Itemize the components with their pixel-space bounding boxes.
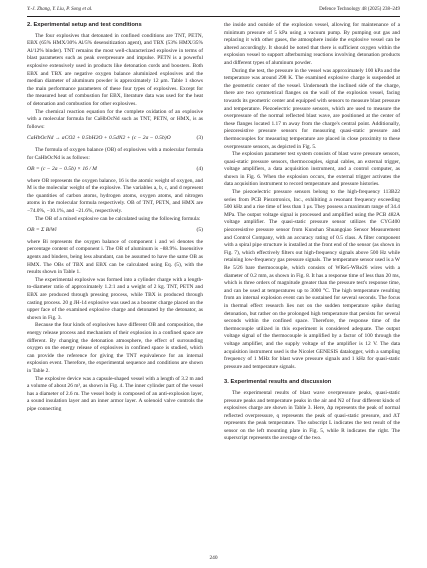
equation-4-number: (4) [196,166,203,173]
paragraph: The chemical reaction equation for the complete oxidation of an explosive with a molecular formula for CaHbOcNd such as TNT, PETN, or HMX, is as follows: [27,108,203,130]
section-3-heading: 3. Experimental results and discussion [224,379,332,386]
paragraph: The experimental results of blast wave overpressure peaks, quasi-static pressure peaks and temperature peaks in the air and N2 of four different kinds of explosives charge are shown in Table 3. Here, Δp represents the peak of normal reflected overpressure, q represents the peak of quasi-static pressure, and ΔT represents the peak temperature. The subscript L indicates the test result of the sensor on the left mounting plate in Fig. 5, while R indicates the right. The superscript represents the average of the two. [224,389,400,442]
running-header-journal: Defence Technology 48 (2025) 238–249 [319,7,400,12]
section-2-heading: 2. Experimental setup and test conditions [27,22,142,28]
paragraph: The explosion parameter test system consists of blast wave pressure sensors, quasi-static pressure sensors, thermocouples, signal cables, an external trigger, voltage amplifiers, a data acquisition instrument, and a control computer, as shown in Fig. 6. When the explosion occurs, the external trigger activates the data acquisition instrument to record temperature and pressure histories. [224,151,400,188]
paragraph: where OB represents the oxygen balance, 16 is the atomic weight of oxygen, and M is the molecular weight of the explosive. The variables a, b, c, and d represent the quantities of carbon atoms, hydrogen atoms, oxygen atoms, and nitrogen atoms in the molecular formula respectively. OB of TNT, PETN, and HMX are −74.0%, −10.1%, and −21.6%, respectively. [27,177,203,215]
paragraph: The explosive device was a capsule-shaped vessel with a length of 3.2 m and a volume of about 26 m³, as shown in Fig. 4. The inner cylinder part of the vessel has a diameter of 2.6 m. The vessel body is composed of an anti-explosion layer, a sound insulation layer and an inner armor layer. A solenoid valve controls the pipe connecting [27,375,203,412]
equation-5 [27,227,203,235]
equation-5-number: (5) [196,227,203,234]
equation-3-number: (3) [196,135,203,142]
paragraph: The formula of oxygen balance (OB) of explosives with a molecular formula for CaHbOcNd is as follows: [27,146,203,161]
equation-4 [27,166,203,174]
left-column [27,22,203,414]
equation-3-body: CaHbOcNd → aCO2 + 0.5bH2O + 0.5dN2 + (c − 2a − 0.5b)O [27,135,171,142]
paragraph: Because the four kinds of explosives have different OB and composition, the energy release process and mechanism of their explosion in a confined space are different. By changing the detonation atmosphere, the effect of surrounding oxygen on the energy release of explosives in confined space is studied, which can provide the reference for giving the TNT equivalence for an internal explosion event. Therefore, the experimental sequence and conditions are shown in Table 2. [27,322,203,374]
equation-5-body: OB = Σ BiWi [27,227,57,234]
paragraph: The experimental explosive was formed into a cylinder charge with a length-to-diameter ratio of approximately 1.2:1 and a weight of 2 kg. TNT, PETN and EBX are produced through pressing process, while TBX is produced through casting process. 20 g JH-14 explosive was used as a booster charge placed on the upper face of the examined explosive charge and detonated by the detonator, as shown in Fig. 3. [27,276,203,321]
paragraph: The piezoelectric pressure sensors belong to the high-frequency 113B22 series from PCB Piezotronics, Inc., exhibiting a resonant frequency exceeding 500 kHz and a rise time of less than 1 μs. They possess a maximum range of 34.4 MPa. The output voltage signal is processed and amplified using the PCB 482A voltage amplifier. The quasi-static pressure sensor utilizes the CYG400 piezoresistive pressure sensor from Kunshan Shuangqiao Sensor Measurement and Control Company, with an accuracy rating of 0.5 class. A filter component with a spiral pipe structure is installed at the front end of the sensor (as shown in Fig. 7), which effectively filters out high-frequency signals above 500 Hz while retaining low-frequency gas pressure signals. The temperature sensor used is a W Re 5/26 bare thermocouple, which consists of WRe5-WRe26 wires with a diameter of 0.2 mm, as shown in Fig. 8. It has a response time of less than 20 ms, which is three orders of magnitude greater than the pressure test's response time, and can be used at temperatures up to 3000 °C. The high temperature resulting from an internal explosion event can be sustained for several seconds. The focus in thermal effect research lies not on the sudden temperature spike during detonation, but rather on the prolonged high temperature that persists for several seconds within the confined space. Therefore, the response time of the thermocouple utilized in this experiment is considered adequate. The output voltage signal of the thermocouple is amplified by a factor of 100 through the voltage amplifier, and the supply voltage of the amplifier is 12 V. The data acquisition instrument used is the Nicolet GENESIS datalogger, with a sampling frequency of 1 MHz for blast wave pressure signals and 1 kHz for quasi-static pressure and temperature signals. [224,189,400,370]
header-rule [27,16,400,17]
paragraph: The four explosives that detonated in confined conditions are TNT, PETN, EBX (65% HMX/30% Al/5% desensitization agent), and TBX (53% HMX/35% Al/12% binder). TNT remains the most well-characterized explosive in terms of blast parameters such as peak overpressure and impulse. PETN is a powerful explosive extensively used in products like detonation cords and boosters. Both EBX and TBX are negative oxygen balance aluminized explosives and the median diameter of aluminum powder is approximately 12 μm. Table 1 shows the main performance parameters of these four types of explosives. Except for the measured heat of combustion for EBX, literature data was used for the heat of detonation and combustion for other explosives. [27,32,203,107]
paragraph: where Bi represents the oxygen balance of component i and wi denotes the percentage content of component i. The OB of aluminum is −88.9%. Insensitive agents and binders, being less abundant, can be assumed to have the same OB as HMX. The OBs of TBX and EBX can be calculated using Eq. (5), with the results shown in Table 1. [27,238,203,276]
equation-4-body: OB = (c − 2a − 0.5b) × 16 / M [27,166,97,173]
page-number: 240 [209,555,218,561]
right-column [224,22,400,443]
running-header-authors: Y.-J. Zhang, Y. Liu, P. Song et al. [27,7,93,12]
paragraph: During the test, the pressure in the vessel was approximately 100 kPa and the temperature was around 298 K. The examined explosive charge is suspended at the geometric center of the vessel. Underneath the inclined side of the charge, there are two symmetrical flanges on the wall of the explosion vessel, facing towards its geometric center and equipped with sensors to measure blast pressure and temperature. Piezoelectric pressure sensors, which are used to measure the overpressure of the normal reflected blast wave, are positioned at the center of these flanges located 1.17 m away from the charge's central point. Additionally, piezoresistive pressure sensors for measuring quasi-static pressure and thermocouples for measuring temperature are placed in close proximity to these overpressure sensors, as depicted in Fig. 5. [224,67,400,150]
paragraph: the inside and outside of the explosion vessel, allowing for maintenance of a minimum pressure of 5 kPa using a vacuum pump. By pumping out gas and replacing it with other gases, the atmosphere inside the explosive vessel can be altered accordingly. It should be noted that there is sufficient oxygen within the explosion vessel to support afterburning reactions involving detonation products and different types of aluminum powder. [224,22,400,66]
paragraph: The OB of a mixed explosive can be calculated using the following formula: [35,215,201,222]
equation-3 [27,135,203,143]
